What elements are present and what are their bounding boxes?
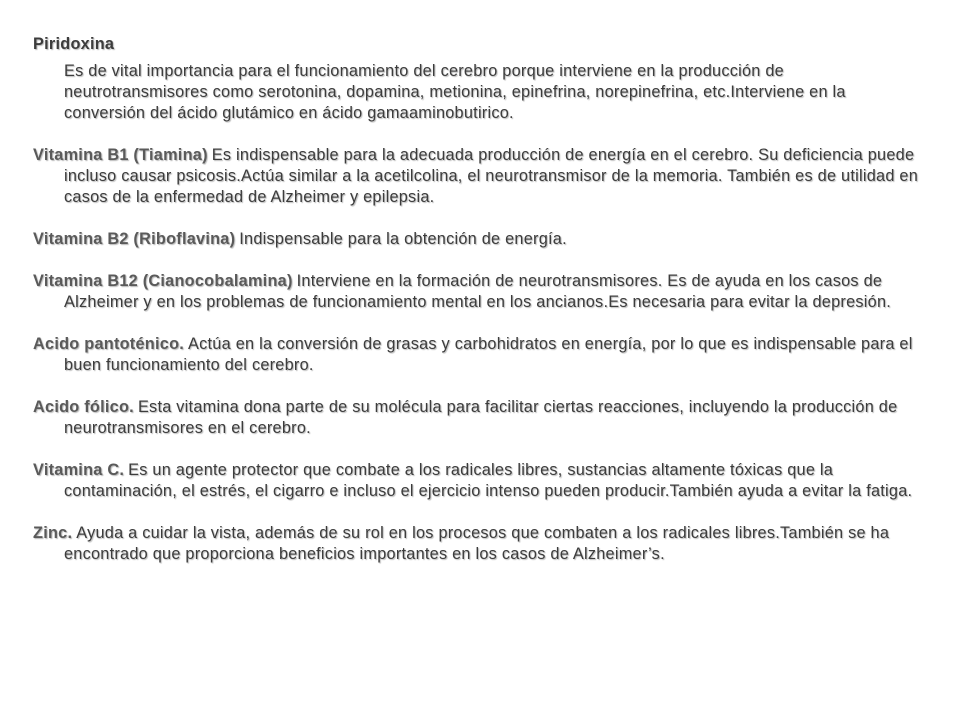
nutrient-description: Interviene en la formación de neurotransmisores. Es de ayuda en los casos de Alzheimer y en los problemas de funcionamiento mental en los ancianos.Es necesaria para evitar la depresión. [64, 272, 892, 311]
nutrient-term: Zinc. [33, 524, 73, 542]
nutrient-term: Acido pantoténico. [33, 335, 185, 353]
nutrient-description: Indispensable para la obtención de energía. [239, 230, 567, 248]
nutrient-paragraph-b1 [33, 145, 920, 208]
intro-paragraph [33, 61, 920, 124]
section-title: Piridoxina [33, 35, 115, 53]
nutrient-description: Ayuda a cuidar la vista, además de su rol en los procesos que combaten a los radicales libres.También se ha encontrado que proporciona beneficios importantes en los casos de Alzheimer’s. [64, 524, 890, 563]
nutrient-description: Es indispensable para la adecuada producción de energía en el cerebro. Su deficiencia puede incluso causar psicosis.Actúa similar a la acetilcolina, el neurotransmisor de la memoria. También es de utilidad en casos de la enfermedad de Alzheimer y epilepsia. [64, 146, 919, 206]
nutrient-paragraph-zinc [33, 523, 920, 565]
nutrient-term: Acido fólico. [33, 398, 134, 416]
intro-text: Es de vital importancia para el funcionamiento del cerebro porque interviene en la producción de neutrotransmisores como serotonina, dopamina, metionina, epinefrina, norepinefrina, etc.Interviene en la conversión del ácido glutámico en ácido gamaaminobutirico. [64, 62, 846, 122]
nutrient-description: Es un agente protector que combate a los radicales libres, sustancias altamente tóxicas que la contaminación, el estrés, el cigarro e incluso el ejercicio intenso pueden producir.También ayuda a evitar la fatiga. [64, 461, 913, 500]
nutrient-term: Vitamina B12 (Cianocobalamina) [33, 272, 293, 290]
nutrient-description: Esta vitamina dona parte de su molécula para facilitar ciertas reacciones, incluyendo la producción de neurotransmisores en el cerebro. [64, 398, 898, 437]
nutrient-paragraph-b12 [33, 271, 920, 313]
nutrient-paragraph-folico [33, 397, 920, 439]
nutrient-term: Vitamina B1 (Tiamina) [33, 146, 208, 164]
nutrient-paragraph-pantotenico [33, 334, 920, 376]
nutrient-description: Actúa en la conversión de grasas y carbohidratos en energía, por lo que es indispensable para el buen funcionamiento del cerebro. [64, 335, 913, 374]
nutrient-term: Vitamina B2 (Riboflavina) [33, 230, 236, 248]
nutrient-paragraph-vitamina-c [33, 460, 920, 502]
nutrient-paragraph-b2 [33, 229, 920, 250]
nutrient-term: Vitamina C. [33, 461, 125, 479]
